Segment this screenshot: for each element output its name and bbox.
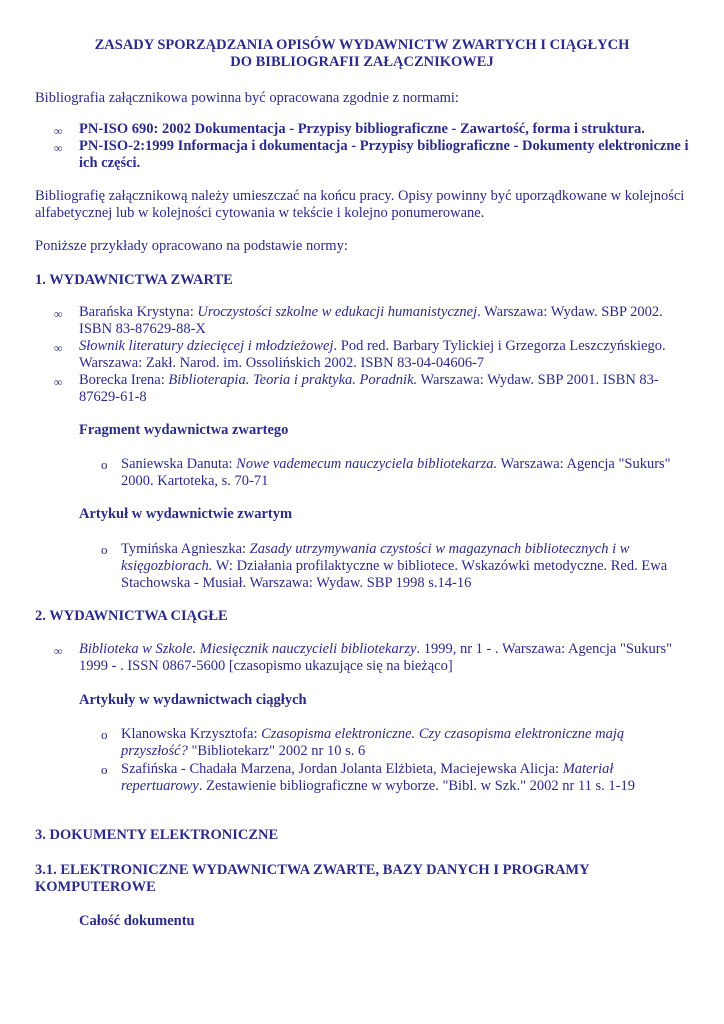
list-item: Klanowska Krzysztofa: Czasopisma elektroniczne. Czy czasopisma elektroniczne mają przyszłość? "Bibliotekarz" 2002 nr 10 s. 6	[121, 726, 625, 759]
list-item: Barańska Krystyna: Uroczystości szkolne w edukacji humanistycznej. Warszawa: Wydaw. SBP 2002. ISBN 83-87629-88-X	[79, 304, 663, 337]
circle-bullet-icon: o	[101, 727, 108, 742]
examples-intro: Poniższe przykłady opracowano na podstawie normy:	[35, 238, 348, 254]
intro-paragraph: Bibliografia załącznikowa powinna być opracowana zgodnie z normami:	[35, 90, 459, 106]
article-heading: Artykuł w wydawnictwie zwartym	[79, 506, 293, 522]
placement-paragraph: Bibliografię załącznikową należy umieszczać na końcu pracy. Opisy powinny być uporządkowane w kolejności alfabetycznej lub w kolejności cytowania w tekście i kolejno ponumerowane.	[35, 188, 685, 221]
list-item: Słownik literatury dziecięcej i młodzieżowej. Pod red. Barbary Tylickiej i Grzegorza Leszczyńskiego. Warszawa: Zakł. Narod. im. Ossolińskich 2002. ISBN 83-04-04606-7	[79, 338, 666, 371]
articles-heading: Artykuły w wydawnictwach ciągłych	[79, 692, 307, 708]
norm-item: PN-ISO 690: 2002 Dokumentacja - Przypisy bibliograficzne - Zawartość, forma i struktura.	[79, 121, 645, 137]
section-3-heading: 3. DOKUMENTY ELEKTRONICZNE	[35, 827, 279, 843]
bullet-icon: ∞	[54, 341, 63, 355]
bullet-icon: ∞	[54, 644, 63, 658]
fragment-heading: Fragment wydawnictwa zwartego	[79, 422, 289, 438]
document-title-line-2: DO BIBLIOGRAFII ZAŁĄCZNIKOWEJ	[230, 54, 494, 70]
list-item: Saniewska Danuta: Nowe vademecum nauczyciela bibliotekarza. Warszawa: Agencja "Sukurs" 2000. Kartoteka, s. 70-71	[121, 456, 671, 489]
circle-bullet-icon: o	[101, 542, 108, 557]
section-1-heading: 1. WYDAWNICTWA ZWARTE	[35, 272, 233, 288]
bullet-icon: ∞	[54, 124, 63, 138]
bullet-icon: ∞	[54, 307, 63, 321]
circle-bullet-icon: o	[101, 457, 108, 472]
section-3-1-heading: 3.1. ELEKTRONICZNE WYDAWNICTWA ZWARTE, BAZY DANYCH I PROGRAMY KOMPUTEROWE	[35, 862, 590, 895]
list-item: Tymińska Agnieszka: Zasady utrzymywania czystości w magazynach bibliotecznych i w księgozbiorach. W: Działania profilaktyczne w bibliotece. Wskazówki metodyczne. Red. Ewa Stachowska - Musiał. Warszawa: Wydaw. SBP 1998 s.14-16	[121, 541, 668, 591]
list-item: Borecka Irena: Biblioterapia. Teoria i praktyka. Poradnik. Warszawa: Wydaw. SBP 2001. ISBN 83-87629-61-8	[79, 372, 659, 405]
circle-bullet-icon: o	[101, 762, 108, 777]
norm-item: PN-ISO-2:1999 Informacja i dokumentacja - Przypisy bibliograficzne - Dokumenty elektroniczne i ich części.	[79, 138, 689, 171]
list-item: Szafińska - Chadała Marzena, Jordan Jolanta Elżbieta, Maciejewska Alicja: Materiał repertuarowy. Zestawienie bibliograficzne w wyborze. "Bibl. w Szk." 2002 nr 11 s. 1-19	[121, 761, 636, 794]
bullet-icon: ∞	[54, 141, 63, 155]
list-item: Biblioteka w Szkole. Miesięcznik nauczycieli bibliotekarzy. 1999, nr 1 - . Warszawa: Agencja "Sukurs" 1999 - . ISSN 0867-5600 [czasopismo ukazujące się na bieżąco]	[79, 641, 673, 674]
section-2-heading: 2. WYDAWNICTWA CIĄGŁE	[35, 608, 228, 624]
document-title-line-1: ZASADY SPORZĄDZANIA OPISÓW WYDAWNICTW ZWARTYCH I CIĄGŁYCH	[94, 37, 630, 53]
bullet-icon: ∞	[54, 375, 63, 389]
whole-document-heading: Całość dokumentu	[79, 913, 195, 929]
